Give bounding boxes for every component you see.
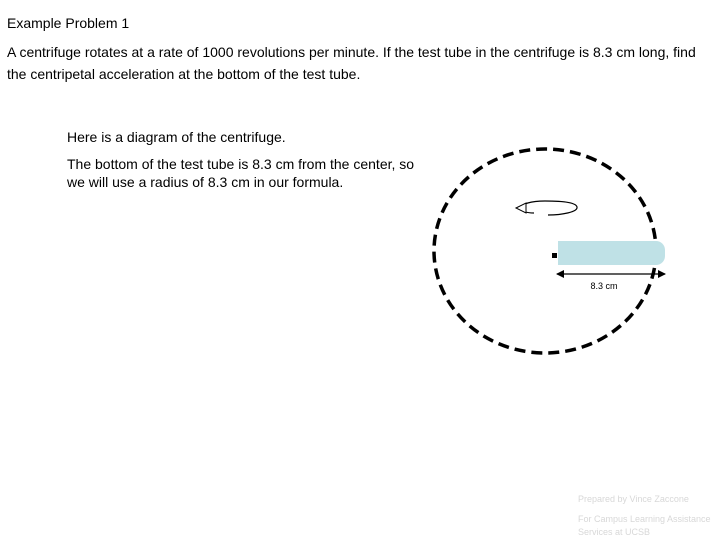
radius-explanation-text: The bottom of the test tube is 8.3 cm from the center, so we will use a radius of 8.3 cm in our formula. [67, 156, 415, 190]
test-tube [558, 241, 665, 265]
radius-label: 8.3 cm [590, 281, 618, 291]
problem-statement: A centrifuge rotates at a rate of 1000 revolutions per minute. If the test tube in the centrifuge is 8.3 cm long, find the centripetal acceleration at the bottom of the test tube. [7, 44, 696, 82]
rotation-center-dot [552, 253, 557, 258]
rotation-arrow-icon [516, 201, 577, 215]
diagram-intro-text: Here is a diagram of the centrifuge. [67, 129, 286, 145]
slide-title: Example Problem 1 [7, 15, 130, 31]
credit-prepared-by: Prepared by Vince Zaccone [578, 494, 689, 504]
credit-affiliation: For Campus Learning Assistance Services at UCSB [578, 514, 711, 537]
